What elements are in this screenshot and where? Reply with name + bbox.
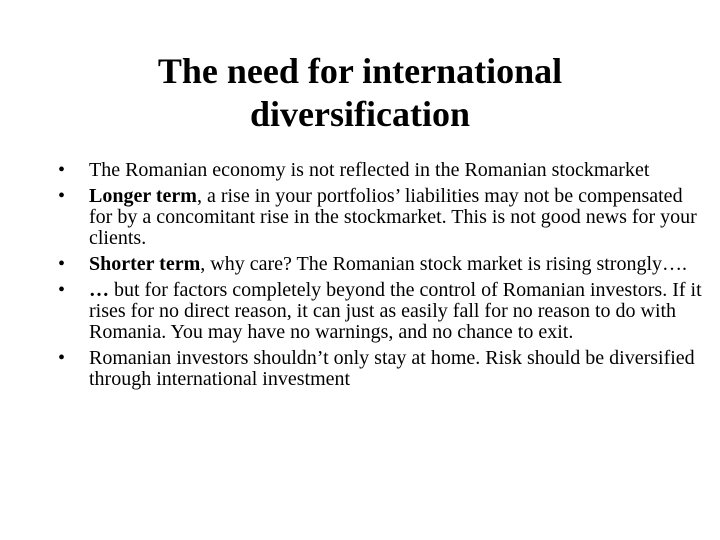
bullet-text: but for factors completely beyond the control of Romanian investors. If it rises for no direct reason, it can just as easily fall for no reason to do with Romania. You may have no warnings, and no chance to exit. <box>89 279 702 343</box>
bullet-icon: • <box>58 159 66 181</box>
bullet-emphasis: … <box>89 279 109 301</box>
bullet-icon: • <box>58 279 66 301</box>
bullet-item-economy <box>58 160 708 181</box>
bullet-text: The Romanian economy is not reflected in the Romanian stockmarket <box>89 159 650 181</box>
bullet-text: Romanian investors shouldn’t only stay at home. Risk should be diversified through international investment <box>89 347 695 390</box>
bullet-emphasis: Shorter term <box>89 253 201 275</box>
bullet-item-longer-term <box>58 186 708 249</box>
bullet-icon: • <box>58 347 66 369</box>
bullet-text: , a rise in your portfolios’ liabilities may not be compensated for by a concomitant rise in the stockmarket. This is not good news for your clients. <box>89 185 697 249</box>
bullet-text: , why care? The Romanian stock market is rising strongly…. <box>200 253 687 275</box>
bullet-icon: • <box>58 253 66 275</box>
bullet-icon: • <box>58 185 66 207</box>
bullet-item-diversify <box>58 348 708 390</box>
slide-title <box>0 50 720 136</box>
title-line-2: diversification <box>250 94 470 134</box>
bullet-list <box>58 160 708 395</box>
bullet-item-factors <box>58 280 708 343</box>
title-line-1: The need for international <box>157 51 563 91</box>
bullet-emphasis: Longer term <box>89 185 197 207</box>
bullet-item-shorter-term <box>58 254 708 275</box>
